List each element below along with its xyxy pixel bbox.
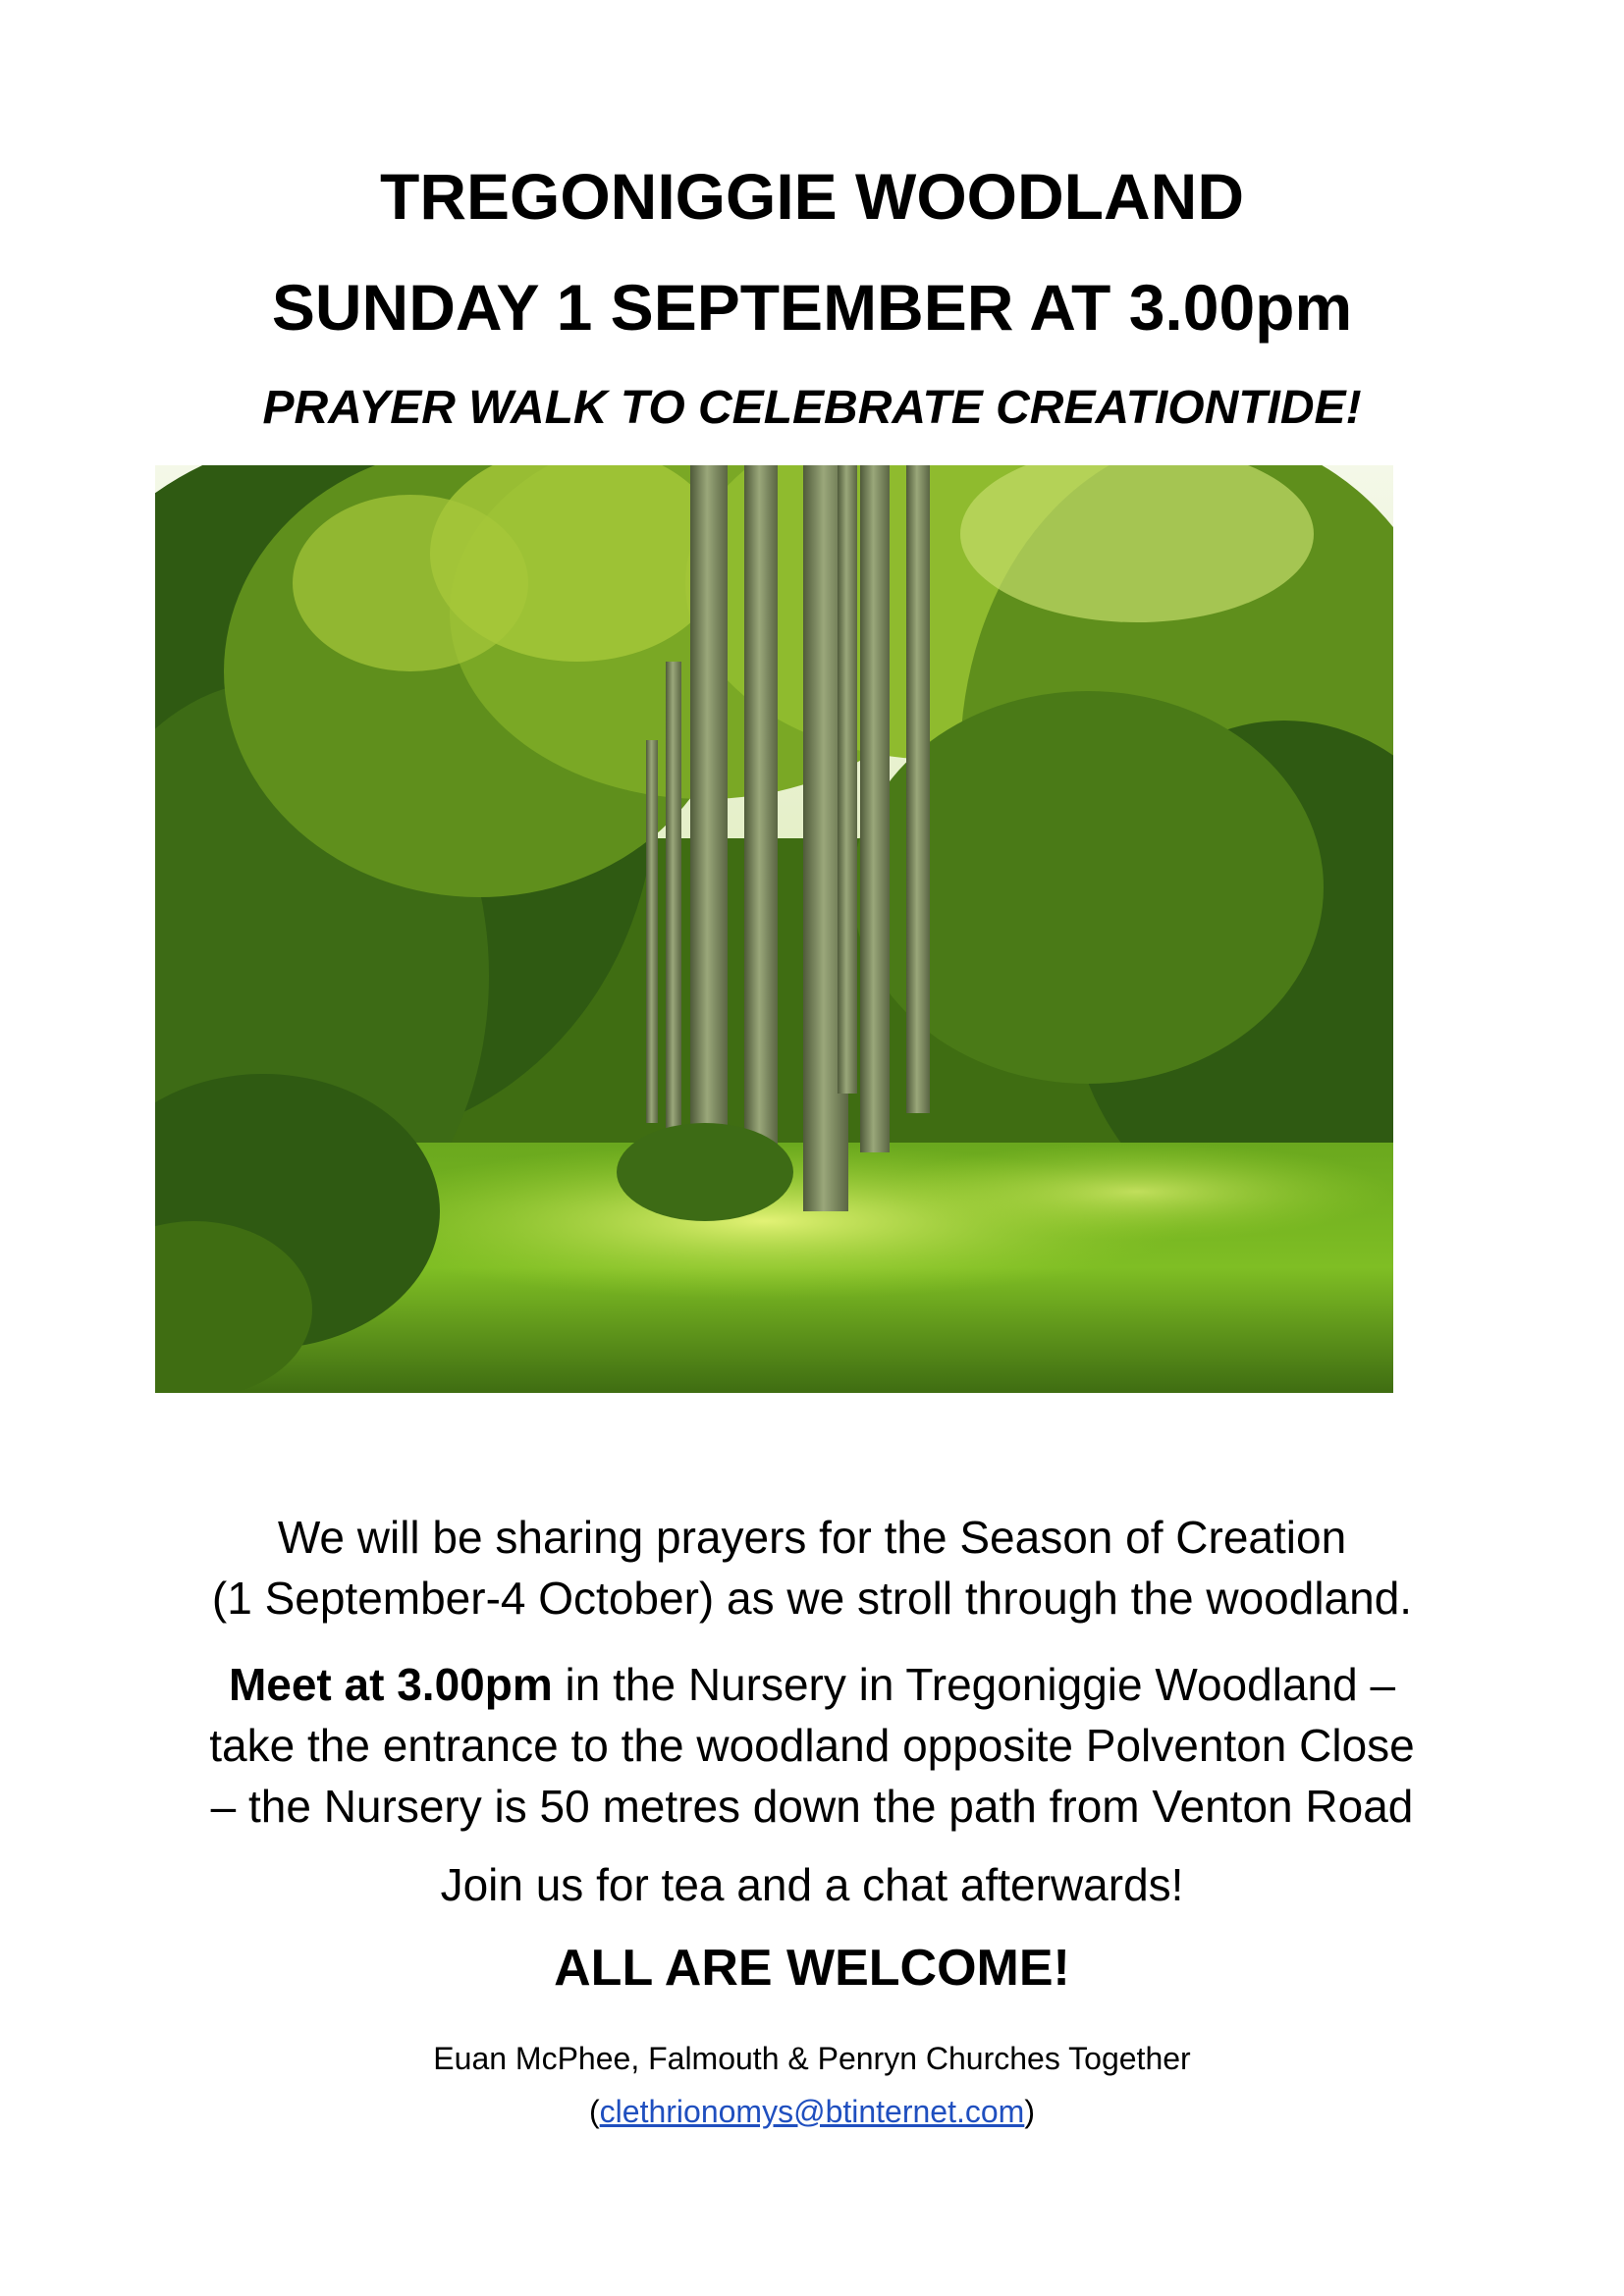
directions-line-1 (0, 1654, 1624, 1715)
directions-line-2: take the entrance to the woodland opposite Polventon Close (209, 1720, 1415, 1771)
woodland-photo (155, 465, 1393, 1393)
open-paren: ( (589, 2094, 600, 2129)
event-subtitle: PRAYER WALK TO CELEBRATE CREATIONTIDE! (262, 382, 1362, 434)
description-line-1: We will be sharing prayers for the Season of Creation (277, 1512, 1347, 1563)
close-paren: ) (1024, 2094, 1035, 2129)
meeting-directions (0, 1654, 1624, 1837)
contact-email-link[interactable]: clethrionomys@btinternet.com (599, 2094, 1025, 2129)
organizer-name: Euan McPhee, Falmouth & Penryn Churches Together (433, 2041, 1191, 2076)
meet-time-emphasis: Meet at 3.00pm (228, 1659, 553, 1710)
organizer-credit (0, 2032, 1624, 2138)
description-line-2: (1 September-4 October) as we stroll through the woodland. (211, 1573, 1413, 1624)
description-paragraph (0, 1507, 1624, 1629)
event-date-time: SUNDAY 1 SEPTEMBER AT 3.00pm (271, 271, 1353, 344)
tea-invitation: Join us for tea and a chat afterwards! (440, 1859, 1184, 1910)
organizer-contact (0, 2085, 1624, 2138)
directions-line-1-rest: in the Nursery in Tregoniggie Woodland – (552, 1659, 1396, 1710)
event-title-location: TREGONIGGIE WOODLAND (380, 160, 1244, 233)
welcome-banner: ALL ARE WELCOME! (554, 1940, 1070, 1997)
directions-line-3: – the Nursery is 50 metres down the path from Venton Road (210, 1781, 1414, 1832)
